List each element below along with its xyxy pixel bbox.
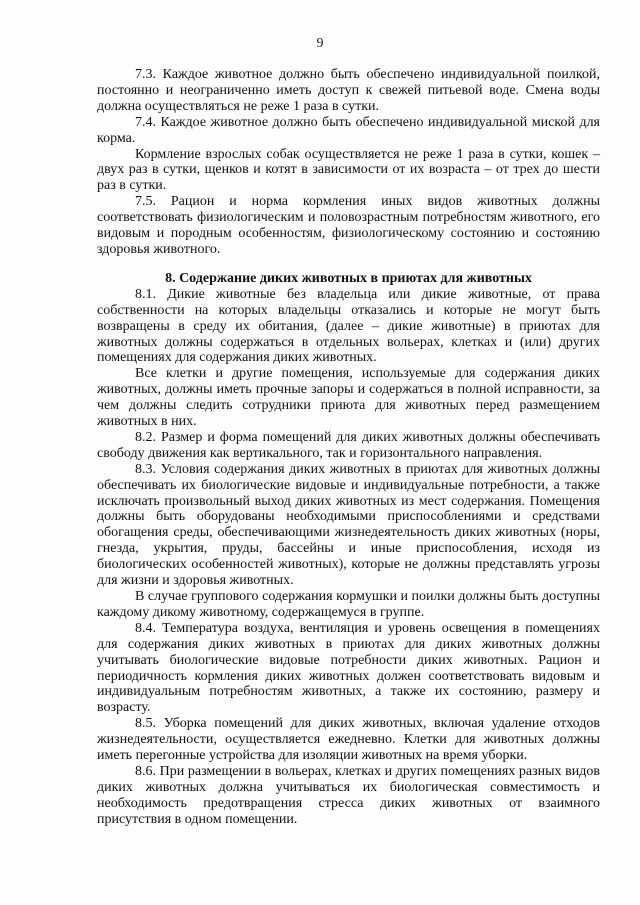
paragraph-feeding: Кормление взрослых собак осуществляется не реже 1 раза в сутки, кошек – двух раз в сутки, щенков и котят в зависимости от их возраста – от трех до шести раз в сутки. [97,146,600,194]
paragraph-7-4: 7.4. Каждое животное должно быть обеспечено индивидуальной миской для корма. [97,114,600,146]
section-8-heading: 8. Содержание диких животных в приютах для животных [165,270,532,286]
paragraph-7-3: 7.3. Каждое животное должно быть обеспечено индивидуальной поилкой, постоянно и неограниченно иметь доступ к свежей питьевой воде. Смена воды должна осуществляться не реже 1 раза в сутки. [97,67,600,114]
page-number: 9 [316,36,324,51]
paragraph-8-4: 8.4. Температура воздуха, вентиляция и уровень освещения в помещениях для содержания диких животных в приютах для диких животных должны учитывать биологические видовые потребности диких животных. Рацион и периодичность кормления диких животных должен соответствовать видовым и индивидуальным потребностям животных, а также их состоянию, размеру и возрасту. [97,620,600,716]
paragraph-8-6: 8.6. При размещении в вольерах, клетках и других помещениях разных видов диких животных должна учитываться их биологическая совместимость и необходимость предотвращения стресса диких животных от взаимного присутствия в одном помещении. [97,763,600,827]
paragraph-8-5: 8.5. Уборка помещений для диких животных, включая удаление отходов жизнедеятельности, осуществляется ежедневно. Клетки для животных должны иметь перегонные устройства для изоляции животных на время уборки. [97,716,600,764]
paragraph-8-3: 8.3. Условия содержания диких животных в приютах для животных должны обеспечивать их биологические видовые и индивидуальные потребности, а также исключать произвольный выход диких животных из мест содержания. Помещения должны быть оборудованы необходимыми приспособлениями и средствами обогащения среды, обеспечивающими жизнедеятельность диких животных (норы, гнезда, укрытия, пруды, бассейны и иные приспособления, исходя из биологических особенностей животных), которые не должны представлять угрозы для жизни и здоровья животных. [97,461,600,589]
paragraph-group: В случае группового содержания кормушки и поилки должны быть доступны каждому дикому животному, содержащемуся в группе. [97,589,600,620]
paragraph-8-1: 8.1. Дикие животные без владельца или дикие животные, от права собственности на которых владельцы отказались и которые не могут быть возвращены в среду их обитания, (далее – дикие животные) в приютах для животных должны содержаться в отдельных вольерах, клетках и (или) других помещениях для содержания диких животных. [97,286,600,366]
document-body [97,67,600,828]
paragraph-8-2: 8.2. Размер и форма помещений для диких животных должны обеспечивать свободу движения как вертикального, так и горизонтального направления. [97,429,600,461]
paragraph-7-5: 7.5. Рацион и норма кормления иных видов животных должны соответствовать физиологическим и половозрастным потребностям животного, его видовым и породным особенностям, физиологическому состоянию и состоянию здоровья животного. [97,194,600,257]
paragraph-cages: Все клетки и другие помещения, используемые для содержания диких животных, должны иметь прочные запоры и содержаться в полной исправности, за чем должны следить сотрудники приюта для животных перед размещением животных в них. [97,366,600,430]
